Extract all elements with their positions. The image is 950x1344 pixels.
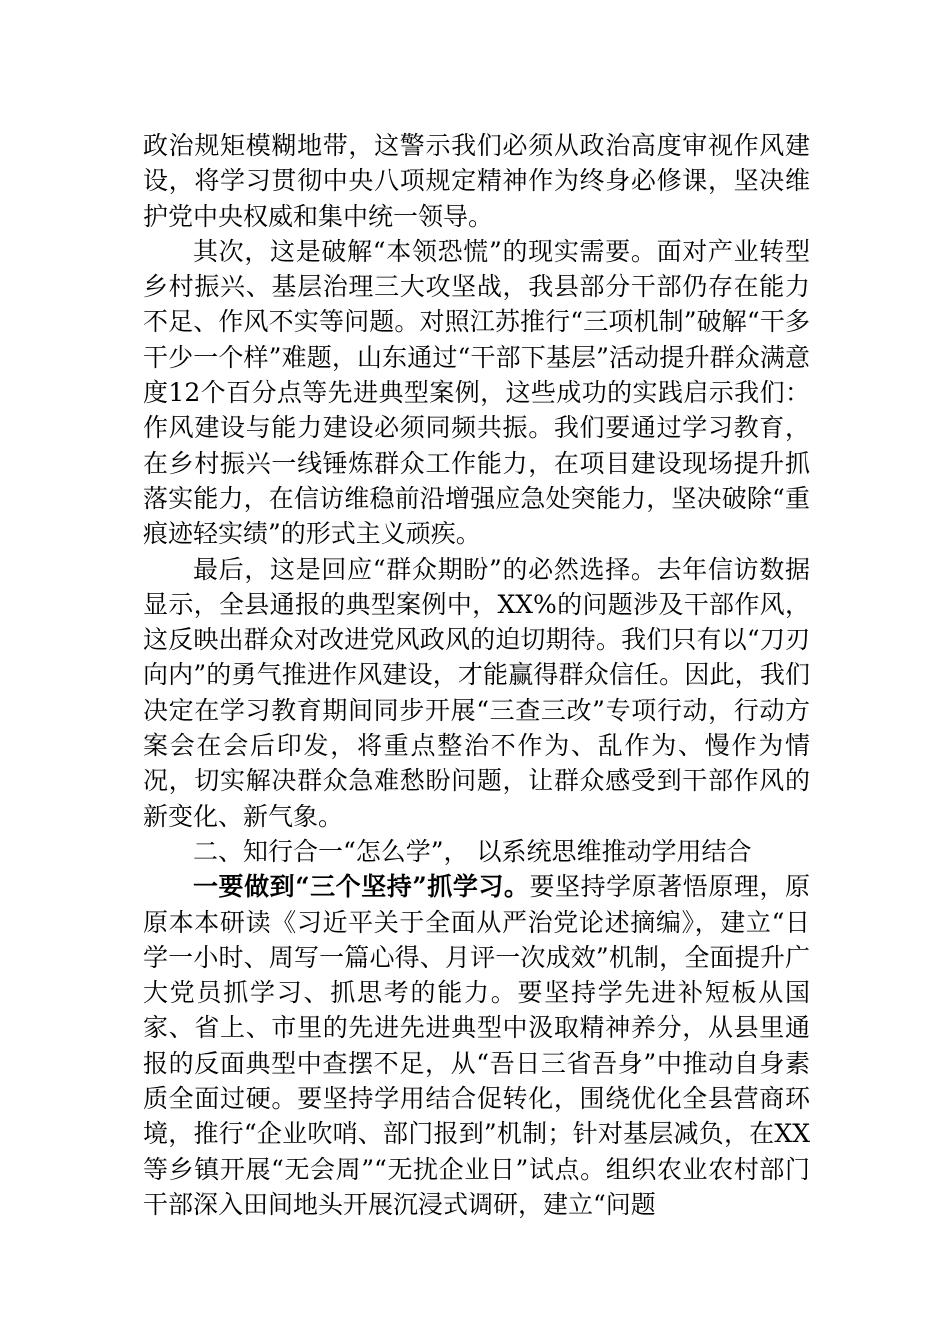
paragraph-continuation: 政治规矩模糊地带，这警示我们必须从政治高度审视作风建设，将学习贯彻中央八项规定精神作为终身必修课，坚决维护党中央权威和集中统一领导。: [143, 131, 810, 231]
paragraph-bold-lead: 一要做到“三个坚持”抓学习。: [193, 872, 530, 902]
paragraph-study: [143, 869, 810, 1222]
paragraph-secondly: 其次，这是破解“本领恐慌”的现实需要。面对产业转型乡村振兴、基层治理三大攻坚战，我县部分干部仍存在能力不足、作风不实等问题。对照江苏推行“三项机制”破解“干多干少一个样”难题，山东通过“干部下基层”活动提升群众满意度12个百分点等先进典型案例，这些成功的实践启示我们：作风建设与能力建设必须同频共振。我们要通过学习教育，在乡村振兴一线锤炼群众工作能力，在项目建设现场提升抓落实能力，在信访维稳前沿增强应急处突能力，坚决破除“重痕迹轻实绩”的形式主义顽疾。: [143, 236, 810, 549]
section-heading: 二、知行合一“怎么学”， 以系统思维推动学用结合: [193, 836, 752, 866]
paragraph-study-text: 要坚持学原著悟原理，原原本本研读《习近平关于全面从严治党论述摘编》，建立“日学一小时、周写一篇心得、月评一次成效”机制，全面提升广大党员抓学习、抓思考的能力。要坚持学先进补短板从国家、省上、市里的先进先进典型中汲取精神养分，从县里通报的反面典型中查摆不足，从“吾日三省吾身”中推动自身素质全面过硬。要坚持学用结合促转化，围绕优化全县营商环境，推行“企业吹哨、部门报到”机制；针对基层减负，在XX等乡镇开展“无会周”“无扰企业日”试点。组织农业农村部门干部深入田间地头开展沉浸式调研，建立“问题: [143, 872, 810, 1219]
paragraph-finally: 最后，这是回应“群众期盼”的必然选择。去年信访数据显示，全县通报的典型案例中，XX%的问题涉及干部作风，这反映出群众对改进党风政风的迫切期待。我们只有以“刀刃向内”的勇气推进作风建设，才能赢得群众信任。因此，我们决定在学习教育期间同步开展“三查三改”专项行动，行动方案会在会后印发，将重点整治不作为、乱作为、慢作为情况，切实解决群众急难愁盼问题，让群众感受到干部作风的新变化、新气象。: [143, 554, 810, 831]
document-body: [143, 128, 810, 1222]
